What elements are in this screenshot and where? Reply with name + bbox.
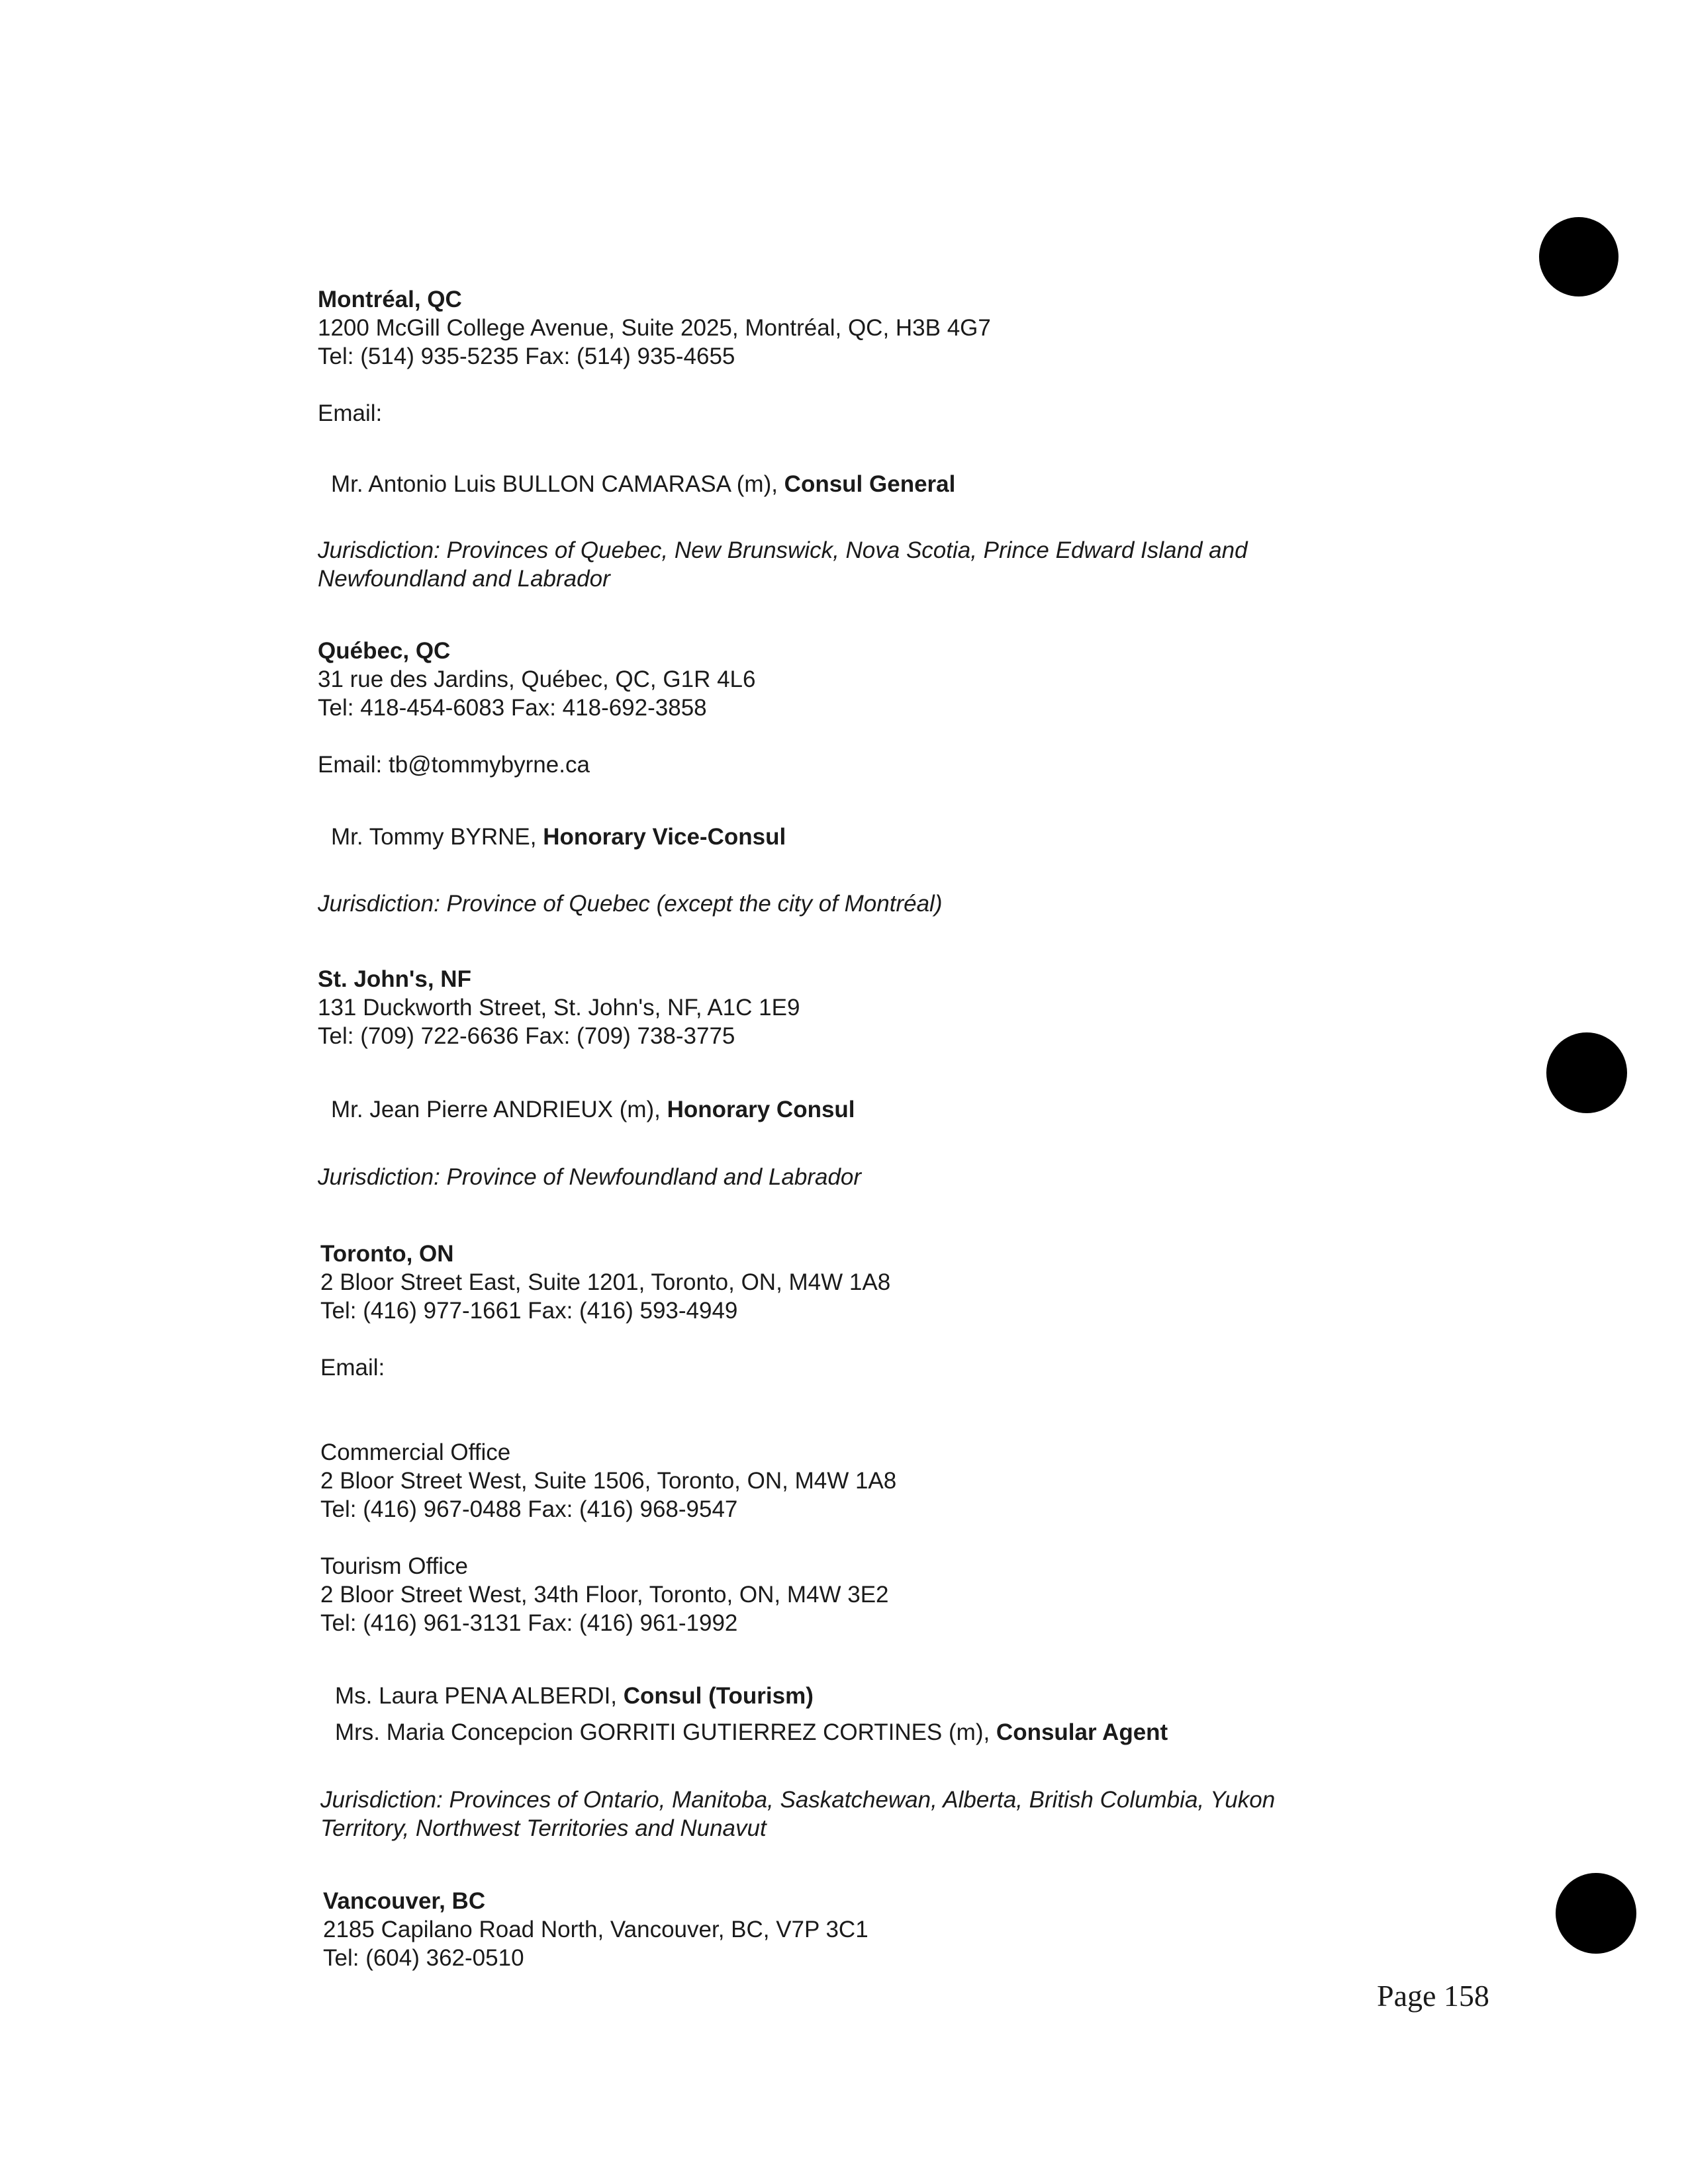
phone-fax: Tel: (709) 722-6636 Fax: (709) 738-3775 bbox=[318, 1023, 735, 1049]
jurisdiction: Jurisdiction: Province of Newfoundland and Labrador bbox=[318, 1164, 862, 1190]
phone-fax: Tel: 418-454-6083 Fax: 418-692-3858 bbox=[318, 695, 707, 721]
official bbox=[335, 1682, 814, 1711]
official-title: Consul General bbox=[784, 471, 956, 497]
email: Email: tb@tommybyrne.ca bbox=[318, 752, 590, 778]
address: 1200 McGill College Avenue, Suite 2025, Montréal, QC, H3B 4G7 bbox=[318, 315, 991, 341]
email: Email: bbox=[320, 1355, 385, 1381]
phone-fax: Tel: (416) 977-1661 Fax: (416) 593-4949 bbox=[320, 1298, 738, 1324]
official-name: Mr. Tommy BYRNE, bbox=[331, 824, 543, 850]
jurisdiction-cont: Newfoundland and Labrador bbox=[318, 566, 610, 592]
city-heading: Vancouver, BC bbox=[323, 1888, 486, 1914]
city-heading: Montréal, QC bbox=[318, 287, 462, 312]
jurisdiction-cont: Territory, Northwest Territories and Nunavut bbox=[320, 1815, 767, 1841]
official-title: Consular Agent bbox=[996, 1719, 1168, 1745]
city-heading: St. John's, NF bbox=[318, 966, 471, 992]
official bbox=[331, 823, 786, 852]
jurisdiction: Jurisdiction: Provinces of Quebec, New Brunswick, Nova Scotia, Prince Edward Island and bbox=[318, 537, 1248, 563]
page-number: Page 158 bbox=[1377, 1979, 1489, 2013]
email: Email: bbox=[318, 400, 383, 426]
official bbox=[335, 1718, 1168, 1747]
office-address: 2 Bloor Street West, 34th Floor, Toronto, ON, M4W 3E2 bbox=[320, 1582, 889, 1608]
city-heading: Québec, QC bbox=[318, 638, 451, 664]
jurisdiction: Jurisdiction: Provinces of Ontario, Manitoba, Saskatchewan, Alberta, British Columbia, Yukon bbox=[320, 1787, 1276, 1813]
office-address: 2 Bloor Street West, Suite 1506, Toronto, ON, M4W 1A8 bbox=[320, 1468, 897, 1494]
official-name: Mr. Antonio Luis BULLON CAMARASA (m), bbox=[331, 471, 784, 497]
office-phone-fax: Tel: (416) 967-0488 Fax: (416) 968-9547 bbox=[320, 1496, 738, 1522]
office-name: Tourism Office bbox=[320, 1553, 469, 1579]
official-title: Consul (Tourism) bbox=[623, 1683, 814, 1709]
jurisdiction: Jurisdiction: Province of Quebec (except the city of Montréal) bbox=[318, 891, 943, 917]
official bbox=[331, 470, 955, 499]
official bbox=[331, 1095, 855, 1124]
phone-fax: Tel: (514) 935-5235 Fax: (514) 935-4655 bbox=[318, 343, 735, 369]
hole-punch-middle bbox=[1546, 1032, 1627, 1113]
phone-fax: Tel: (604) 362-0510 bbox=[323, 1945, 524, 1971]
official-name: Mrs. Maria Concepcion GORRITI GUTIERREZ CORTINES (m), bbox=[335, 1719, 996, 1745]
city-heading: Toronto, ON bbox=[320, 1241, 454, 1267]
office-name: Commercial Office bbox=[320, 1439, 511, 1465]
hole-punch-bottom bbox=[1556, 1873, 1636, 1954]
official-title: Honorary Consul bbox=[667, 1097, 855, 1122]
official-name: Ms. Laura PENA ALBERDI, bbox=[335, 1683, 624, 1709]
official-title: Honorary Vice-Consul bbox=[543, 824, 786, 850]
address: 131 Duckworth Street, St. John's, NF, A1C 1E9 bbox=[318, 995, 800, 1021]
address: 2 Bloor Street East, Suite 1201, Toronto, ON, M4W 1A8 bbox=[320, 1269, 891, 1295]
address: 2185 Capilano Road North, Vancouver, BC, V7P 3C1 bbox=[323, 1917, 868, 1942]
official-name: Mr. Jean Pierre ANDRIEUX (m), bbox=[331, 1097, 667, 1122]
office-phone-fax: Tel: (416) 961-3131 Fax: (416) 961-1992 bbox=[320, 1610, 738, 1636]
hole-punch-top bbox=[1539, 217, 1618, 296]
address: 31 rue des Jardins, Québec, QC, G1R 4L6 bbox=[318, 666, 756, 692]
